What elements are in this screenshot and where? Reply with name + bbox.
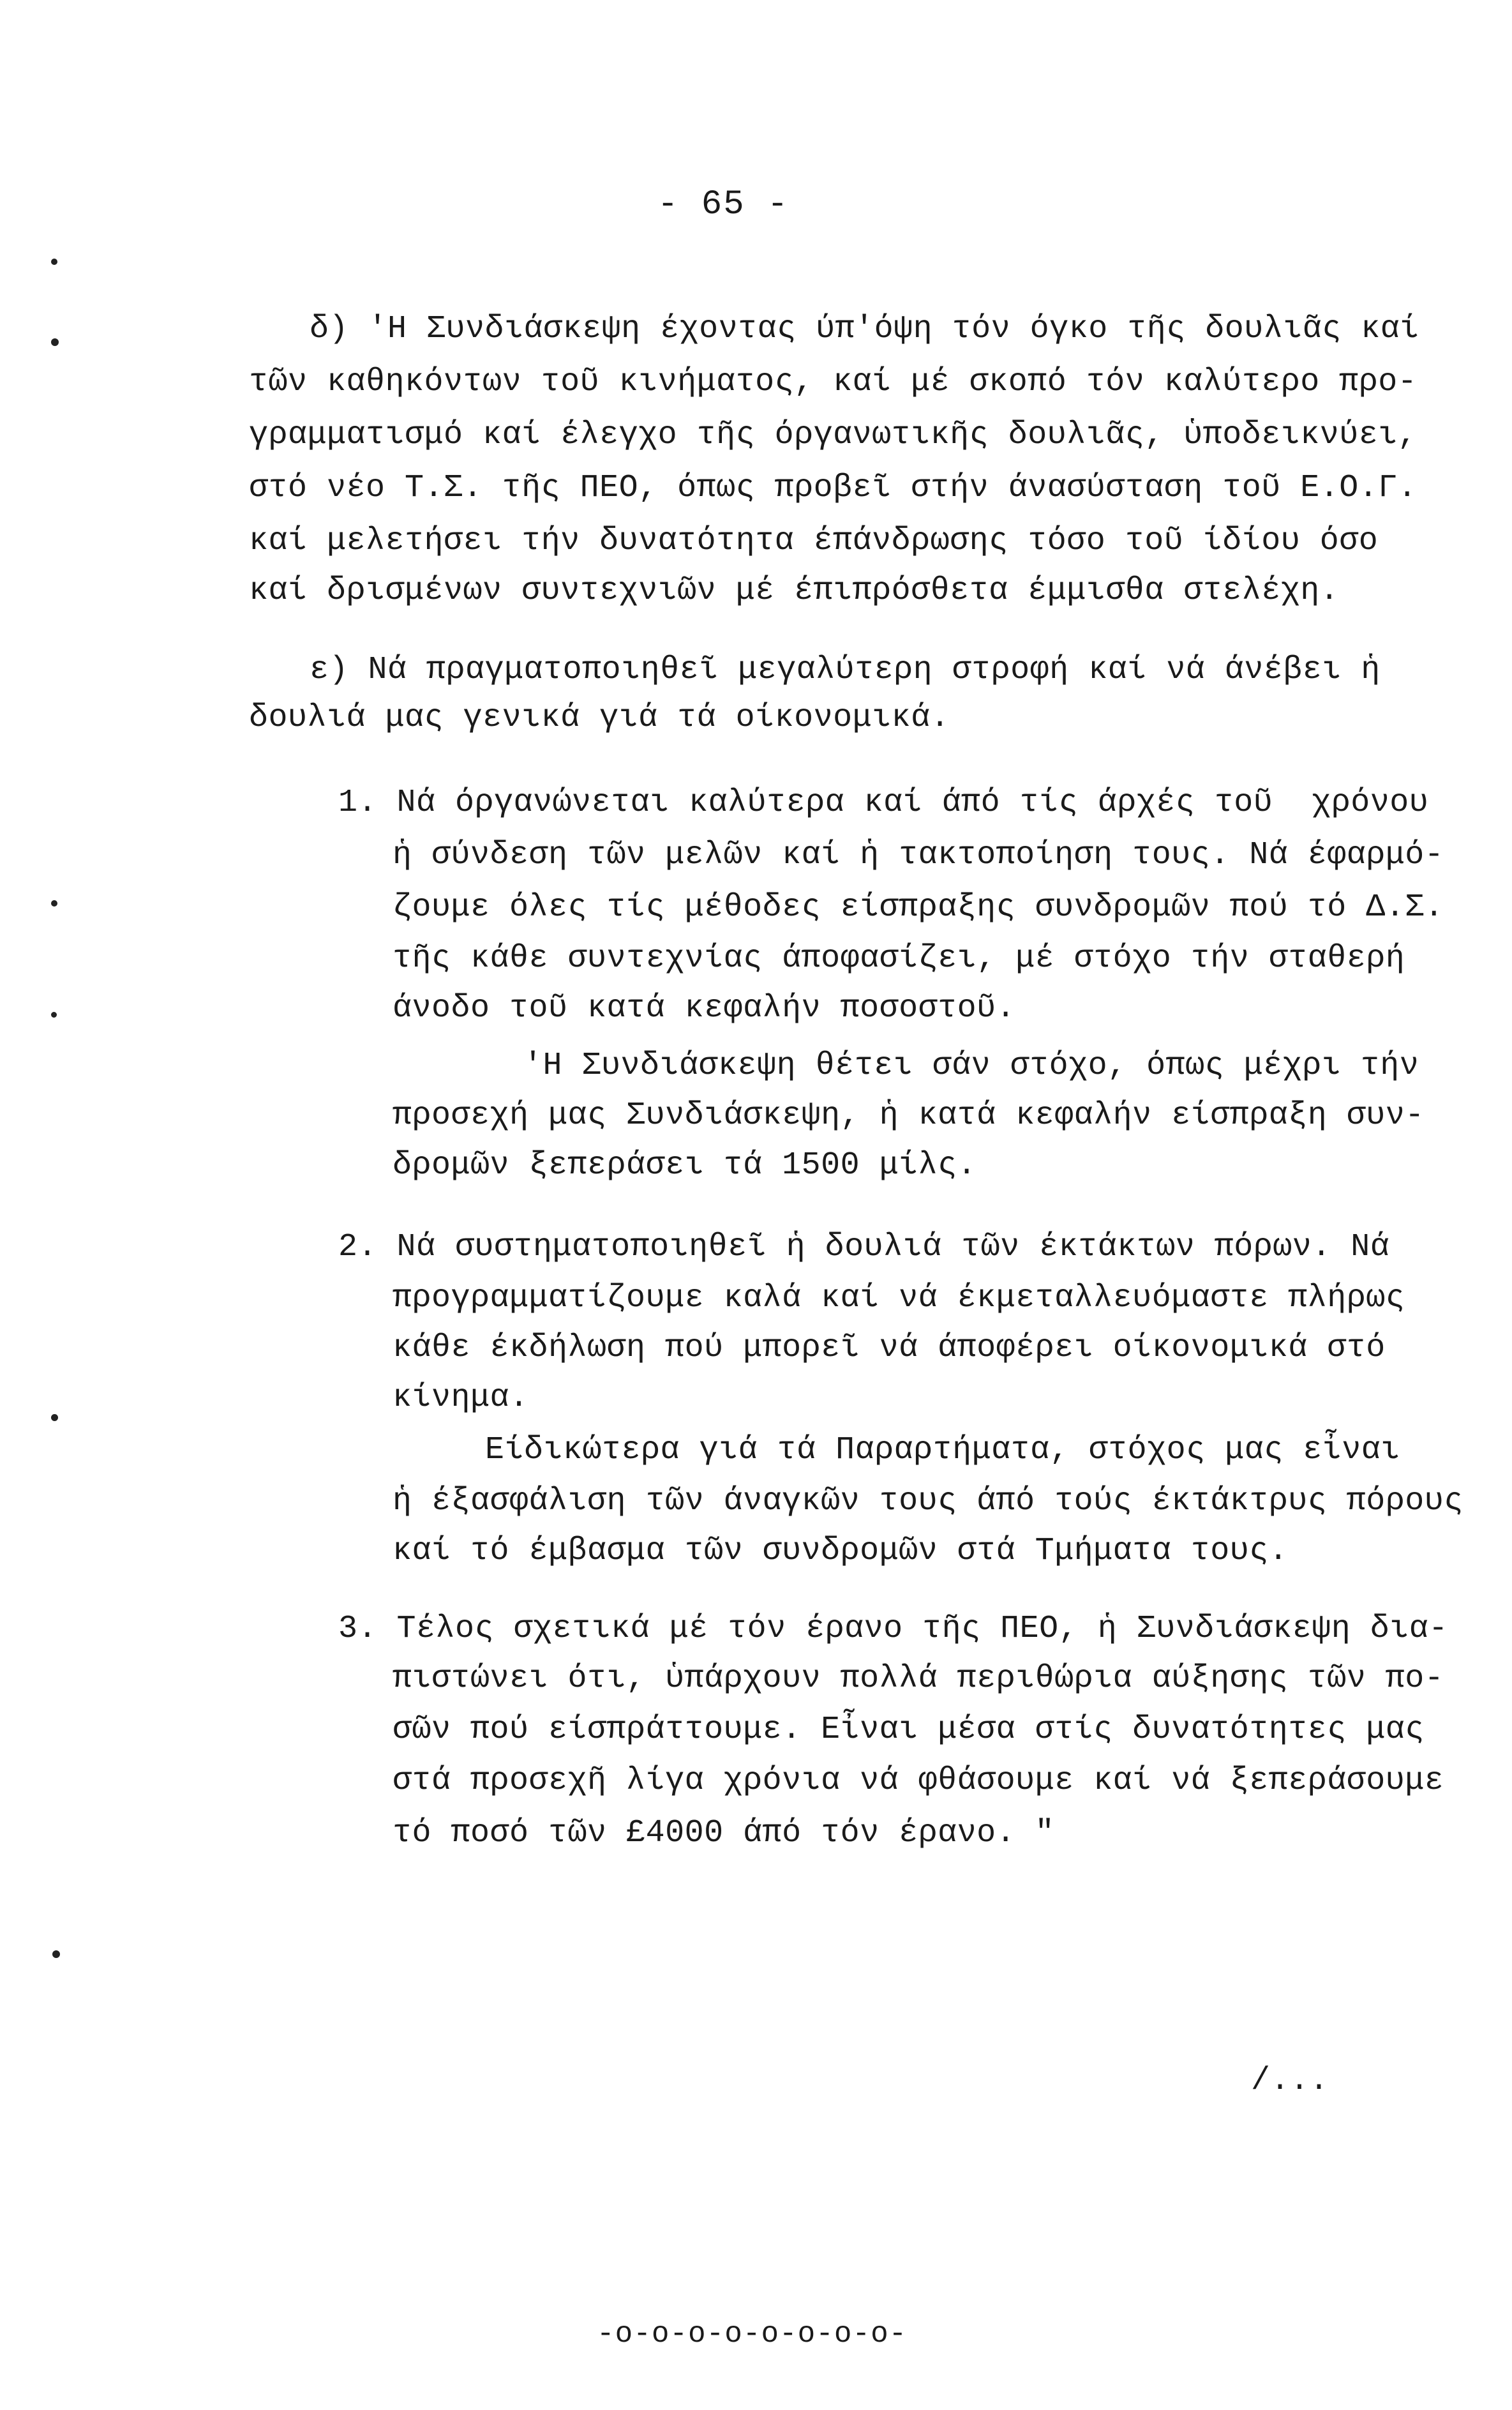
section-d-line: καί μελετήσει τήν δυνατότητα έπάνδρωσης τόσο τοῦ ίδίου όσο <box>249 523 1379 559</box>
item-2-line: προγραμματίζουμε καλά καί νά έκμεταλλευόμαστε πλήρως <box>393 1280 1405 1316</box>
continuation-marker: /... <box>1251 2063 1329 2099</box>
item-1-line: 1. Νά όργανώνεται καλύτερα καί άπό τίς άρχές τοῦ χρόνου <box>338 785 1429 821</box>
item-1-subline: δρομῶν ξεπεράσει τά 1500 μίλς. <box>393 1147 977 1184</box>
item-1-subline: 'Η Συνδιάσκεψη θέτει σάν στόχο, όπως μέχρι τήν <box>523 1048 1419 1084</box>
section-d-line: τῶν καθηκόντων τοῦ κινήματος, καί μέ σκοπό τόν καλύτερο προ- <box>249 364 1418 400</box>
section-divider: -o-o-o-o-o-o-o-o- <box>597 2317 908 2351</box>
item-1-line: ἡ σύνδεση τῶν μελῶν καί ἡ τακτοποίηση τους. Νά έφαρμό- <box>393 837 1444 873</box>
item-1-line: τῆς κάθε συντεχνίας άποφασίζει, μέ στόχο τήν σταθερή <box>393 940 1405 977</box>
section-d-line: γραμματισμό καί έλεγχο τῆς όργανωτικῆς δουλιᾶς, ὑποδεικνύει, <box>249 417 1418 453</box>
item-2-line: 2. Νά συστηματοποιηθεῖ ἡ δουλιά τῶν έκτάκτων πόρων. Νά <box>338 1229 1390 1265</box>
item-2-line: κίνημα. <box>393 1380 529 1416</box>
margin-speck <box>51 338 59 346</box>
item-2-subline: καί τό έμβασμα τῶν συνδρομῶν στά Τμήματα τους. <box>393 1533 1289 1569</box>
item-3-line: πιστώνει ότι, ὑπάρχουν πολλά περιθώρια αύξησης τῶν πο- <box>393 1661 1444 1697</box>
item-2-subline: Είδικώτερα γιά τά Παραρτήματα, στόχος μας εἶναι <box>485 1432 1400 1468</box>
item-2-line: κάθε έκδήλωση πού μπορεῖ νά άποφέρει οίκονομικά στό <box>393 1330 1386 1366</box>
margin-speck <box>51 1012 57 1018</box>
section-e-line: ε) Νά πραγματοποιηθεῖ μεγαλύτερη στροφή καί νά άνέβει ἡ <box>310 652 1381 688</box>
section-d-line: δ) 'Η Συνδιάσκεψη έχοντας ύπ'όψη τόν όγκο τῆς δουλιᾶς καί <box>310 311 1419 347</box>
section-d-line: καί δρισμένων συντεχνιῶν μέ έπιπρόσθετα έμμισθα στελέχη. <box>249 573 1340 609</box>
item-3-line: στά προσεχῆ λίγα χρόνια νά φθάσουμε καί νά ξεπεράσουμε <box>393 1763 1444 1799</box>
section-d-line: στό νέο Τ.Σ. τῆς ΠΕΟ, όπως προβεῖ στήν άνασύσταση τοῦ Ε.Ο.Γ. <box>249 470 1418 506</box>
margin-speck <box>51 1414 58 1421</box>
margin-speck <box>52 1950 60 1958</box>
item-3-line: τό ποσό τῶν £4000 άπό τόν έρανο. " <box>393 1815 1055 1851</box>
item-3-line: σῶν πού είσπράττουμε. Εἶναι μέσα στίς δυνατότητες μας <box>393 1712 1425 1748</box>
page-number: - 65 - <box>657 185 790 224</box>
item-2-subline: ἡ έξασφάλιση τῶν άναγκῶν τους άπό τούς έκτάκτρυς πόρους <box>393 1483 1463 1519</box>
margin-speck <box>51 900 57 907</box>
item-3-line: 3. Τέλος σχετικά μέ τόν έρανο τῆς ΠΕΟ, ἡ Συνδιάσκεψη δια- <box>338 1611 1448 1647</box>
item-1-line: άνοδο τοῦ κατά κεφαλήν ποσοστοῦ. <box>393 990 1016 1027</box>
section-e-line: δουλιά μας γενικά γιά τά οίκονομικά. <box>249 700 950 736</box>
item-1-subline: προσεχή μας Συνδιάσκεψη, ἡ κατά κεφαλήν είσπραξη συν- <box>393 1097 1425 1134</box>
margin-speck <box>51 259 57 265</box>
item-1-line: ζουμε όλες τίς μέθοδες είσπραξης συνδρομῶν πού τό Δ.Σ. <box>393 889 1444 926</box>
